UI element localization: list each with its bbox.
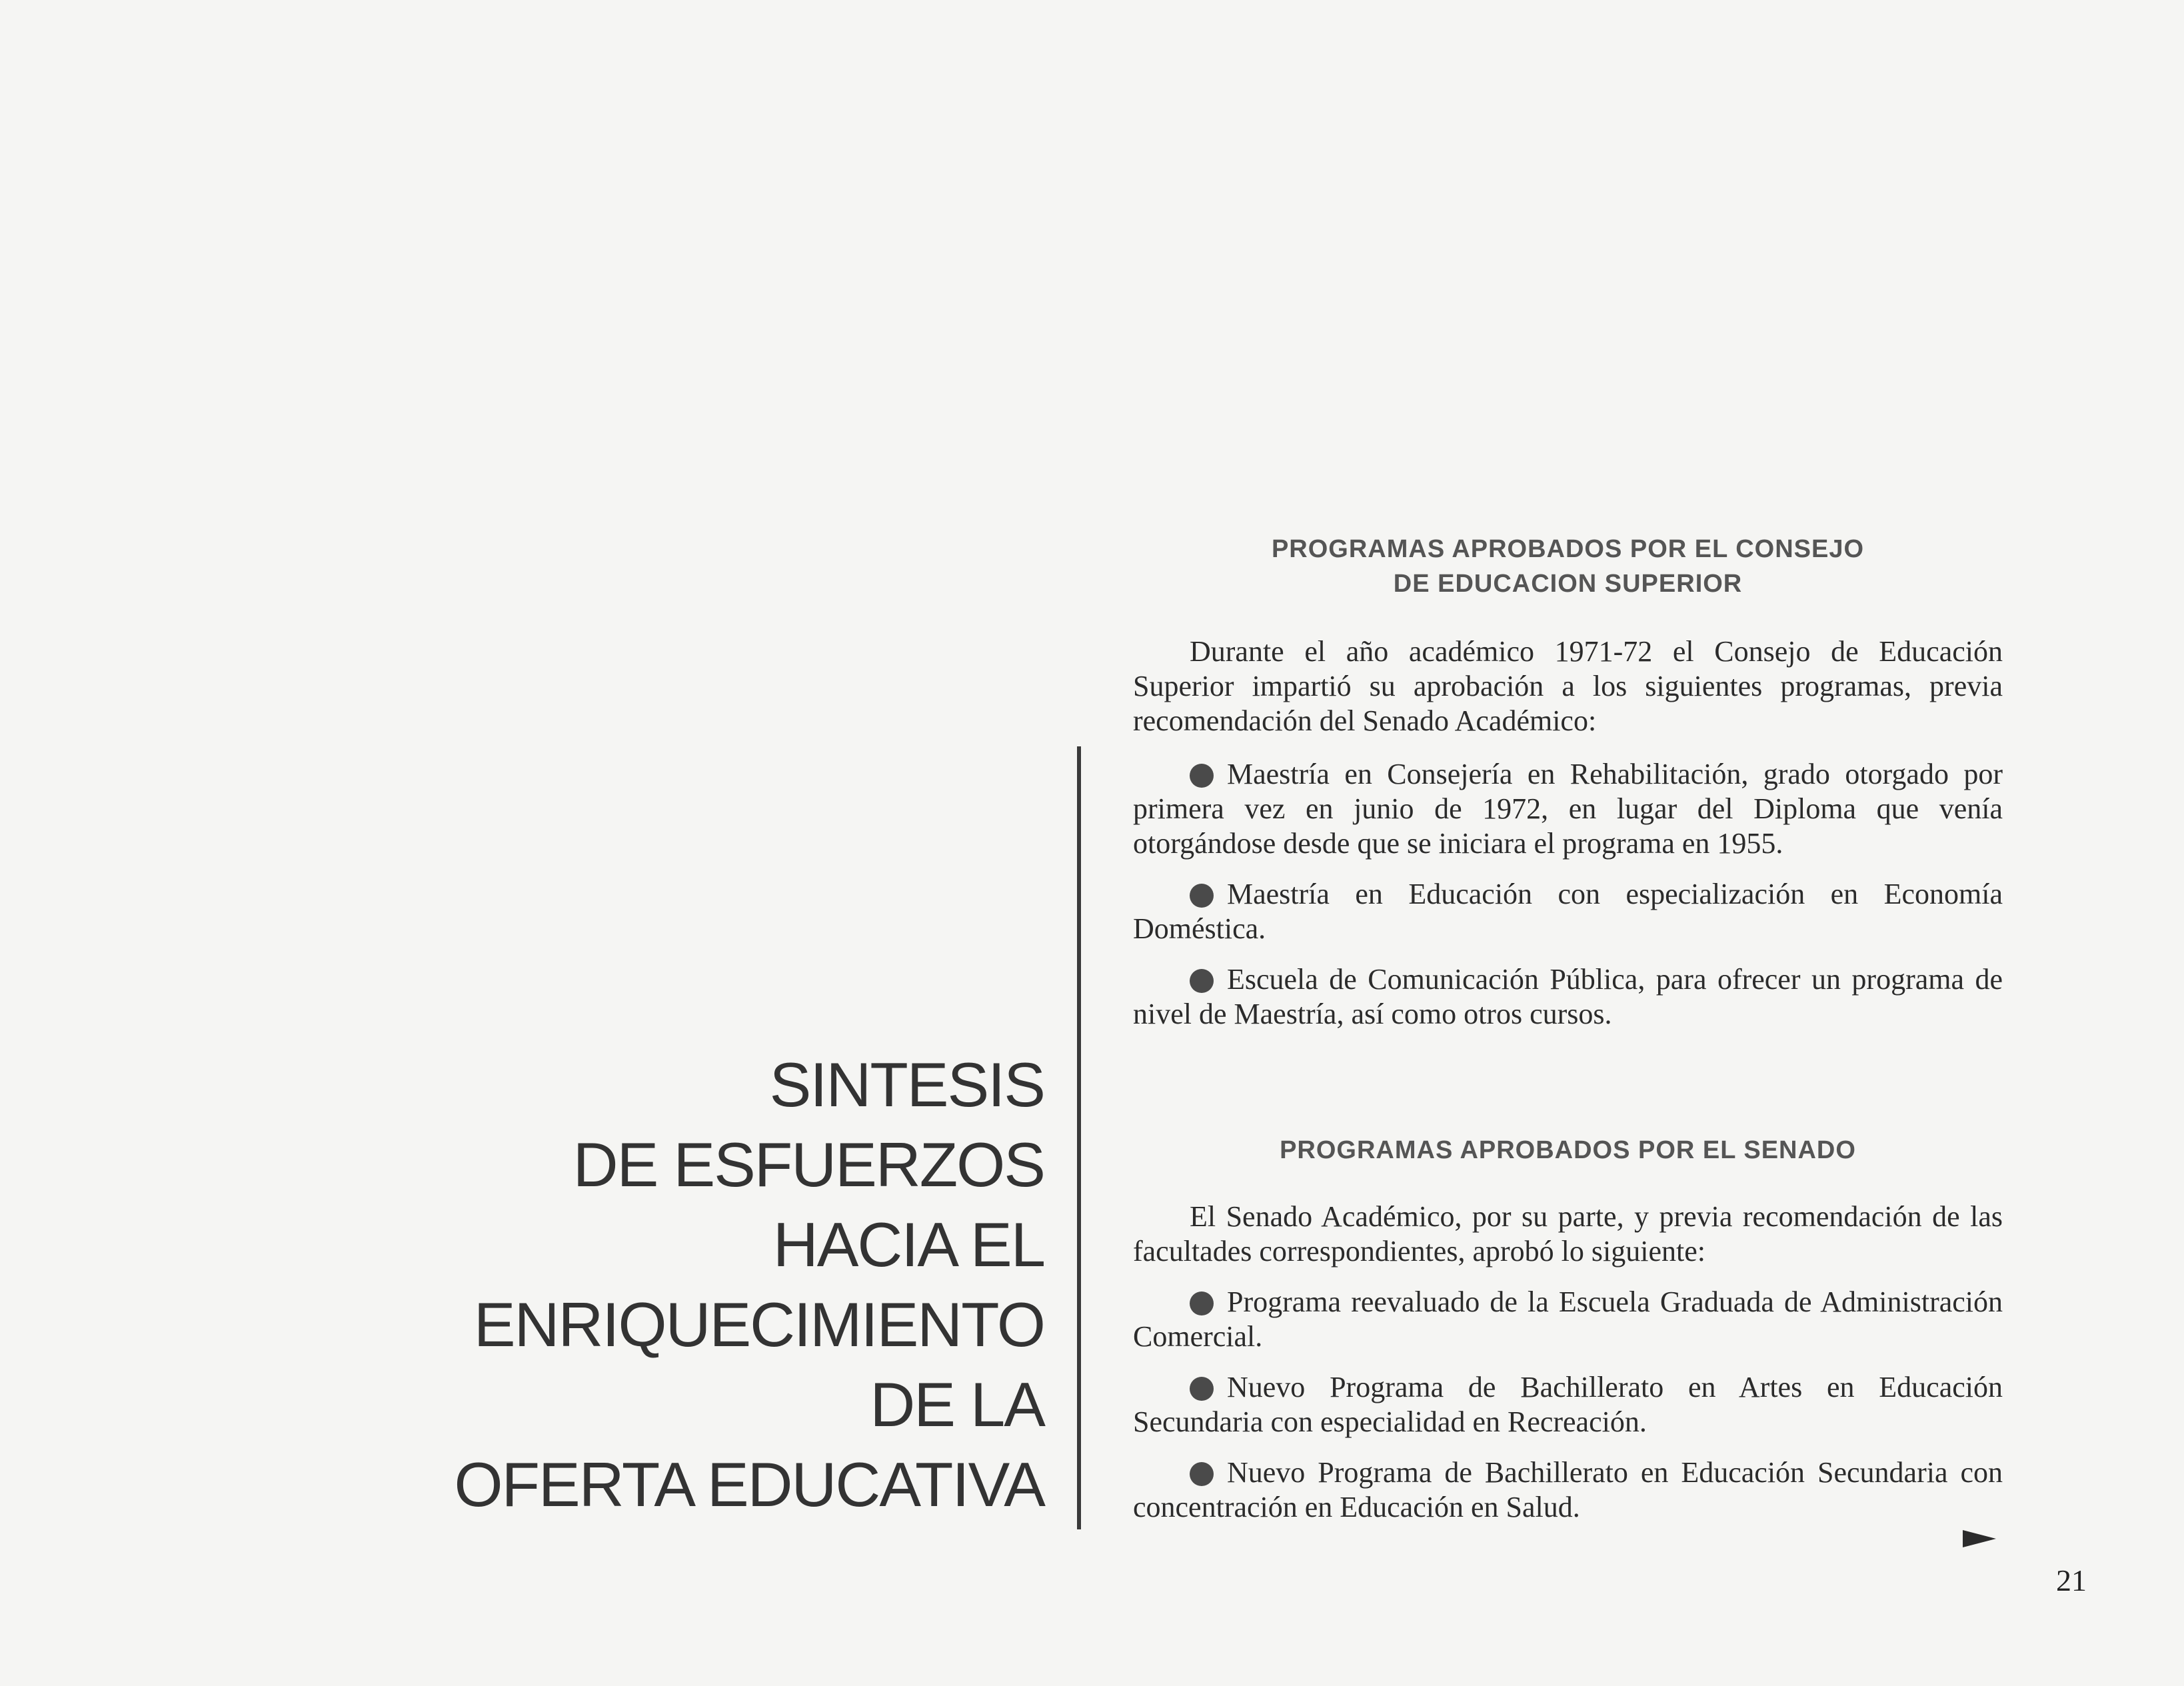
section-senado [1133, 1133, 2003, 1525]
list-item [1133, 1285, 2003, 1354]
side-title-line: DE LA [870, 1369, 1044, 1439]
side-title-line: HACIA EL [772, 1210, 1044, 1279]
side-title-line: DE ESFUERZOS [572, 1130, 1044, 1200]
vertical-divider [1077, 746, 1081, 1529]
list-item-text: Nuevo Programa de Bachillerato en Artes en Educación Secundaria con especialidad en Recreación. [1133, 1371, 2003, 1438]
side-title-line: OFERTA EDUCATIVA [454, 1449, 1044, 1519]
bullet-icon [1190, 764, 1214, 788]
bullet-icon [1190, 1462, 1214, 1486]
list-item [1133, 1370, 2003, 1439]
section-heading-line: PROGRAMAS APROBADOS POR EL CONSEJO [1271, 535, 1865, 563]
section-heading: PROGRAMAS APROBADOS POR EL SENADO [1280, 1136, 1856, 1164]
bullet-icon [1190, 1377, 1214, 1401]
side-title [454, 1045, 1044, 1525]
bullet-icon [1190, 1291, 1214, 1315]
page-number: 21 [2056, 1563, 2087, 1597]
list-item [1133, 757, 2003, 861]
section-heading [1133, 532, 2003, 601]
list-item [1133, 962, 2003, 1032]
side-title-line: SINTESIS [769, 1050, 1044, 1120]
list-item-text: Maestría en Consejería en Rehabilitación, grado otorgado por primera vez en junio de 1972, en lugar del Diploma que venía otorgándose desde que se iniciara el programa en 1955. [1133, 758, 2003, 860]
list-item [1133, 877, 2003, 946]
bullet-icon [1190, 884, 1214, 908]
section-intro: Durante el año académico 1971-72 el Consejo de Educación Superior impartió su aprobación a los siguientes programas, previa recomendación del Senado Académico: [1133, 635, 2003, 737]
list-item-text: Programa reevaluado de la Escuela Graduada de Administración Comercial. [1133, 1285, 2003, 1353]
list-item-text: Maestría en Educación con especialización en Economía Doméstica. [1133, 878, 2003, 945]
continue-arrow-icon [1963, 1530, 1996, 1547]
section-intro: El Senado Académico, por su parte, y previa recomendación de las facultades correspondientes, aprobó lo siguiente: [1133, 1200, 2003, 1267]
section-consejo [1133, 532, 2003, 1032]
section-heading-line: DE EDUCACION SUPERIOR [1393, 570, 1743, 598]
list-item [1133, 1455, 2003, 1525]
side-title-line: ENRIQUECIMIENTO [473, 1289, 1044, 1359]
list-item-text: Escuela de Comunicación Pública, para ofrecer un programa de nivel de Maestría, así como otros cursos. [1133, 963, 2003, 1030]
list-item-text: Nuevo Programa de Bachillerato en Educación Secundaria con concentración en Educación en Salud. [1133, 1456, 2003, 1523]
bullet-icon [1190, 969, 1214, 993]
